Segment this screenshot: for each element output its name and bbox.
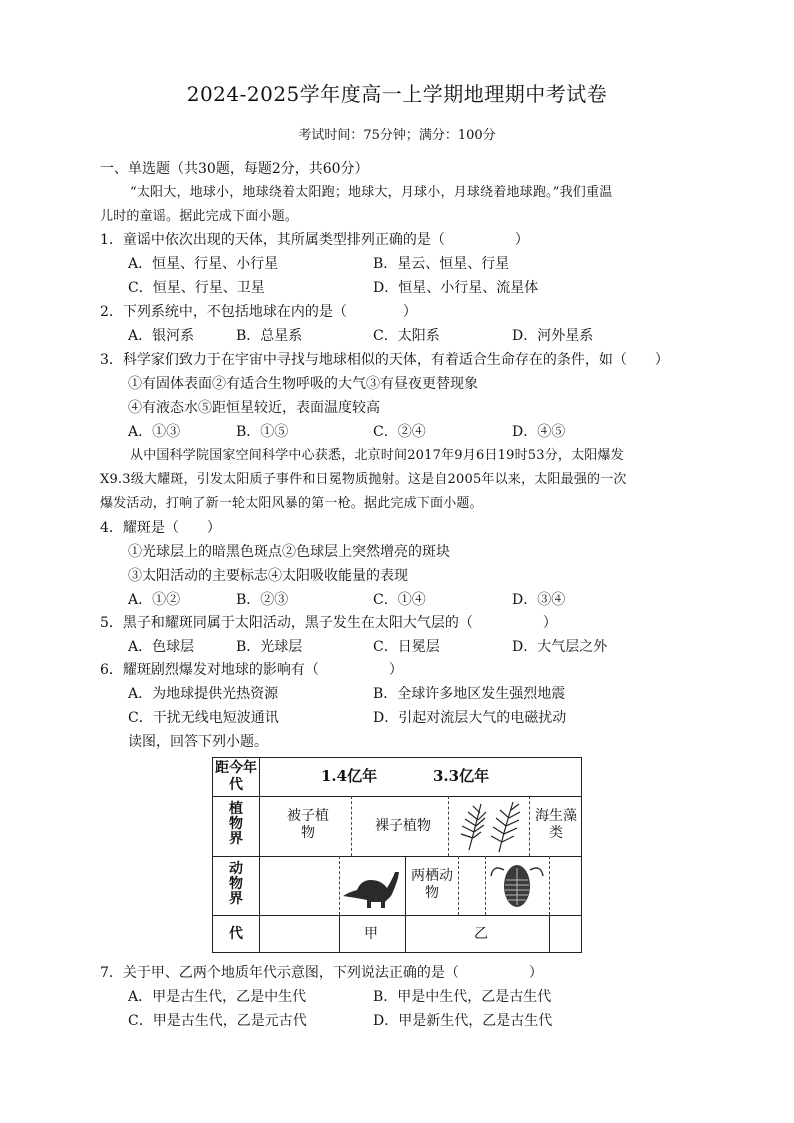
q1-option-a[interactable]: A．恒星、行星、小行星 <box>128 256 279 272</box>
q2-option-a[interactable]: A．银河系 <box>128 328 195 344</box>
question-2-stem: 2．下列系统中，不包括地球在内的是（ ） <box>100 304 417 320</box>
q2-option-d[interactable]: D．河外星系 <box>512 328 594 344</box>
q5-option-a[interactable]: A．色球层 <box>128 639 195 655</box>
q7-option-b[interactable]: B．甲是中生代，乙是古生代 <box>373 989 552 1005</box>
q3-statement-line-1: ①有固体表面②有适合生物呼吸的大气③有昼夜更替现象 <box>128 376 478 392</box>
q6-option-c[interactable]: C．干扰无线电短波通讯 <box>128 710 279 726</box>
q4-statement-line-2: ③太阳活动的主要标志④太阳吸收能量的表现 <box>128 568 408 584</box>
q7-option-a[interactable]: A．甲是古生代，乙是中生代 <box>128 989 307 1005</box>
q3-statement-line-2: ④有液态水⑤距恒星较近，表面温度较高 <box>128 400 380 416</box>
q6-option-b[interactable]: B．全球许多地区发生强烈地震 <box>373 686 566 702</box>
passage-2-line-3: 爆发活动，打响了新一轮太阳风暴的第一枪。据此完成下面小题。 <box>100 496 483 511</box>
q7-option-c[interactable]: C．甲是古生代，乙是元古代 <box>128 1013 307 1029</box>
time-1-4: 1.4亿年 <box>321 767 378 785</box>
q5-option-c[interactable]: C．日冕层 <box>373 639 440 655</box>
geologic-time-table <box>212 757 582 953</box>
q3-option-b[interactable]: B．①⑤ <box>236 424 289 440</box>
marine-algae-label: 海生藻类 <box>535 808 577 841</box>
section-heading: 一、单选题（共30题，每题2分，共60分） <box>100 161 369 177</box>
row-label-time: 距今年代 <box>215 760 257 793</box>
row-label-animal: 动物界 <box>229 861 243 907</box>
q1-option-b[interactable]: B．星云、恒星、行星 <box>373 256 510 272</box>
question-7-stem: 7．关于甲、乙两个地质年代示意图，下列说法正确的是（ ） <box>100 965 543 981</box>
q6-option-a[interactable]: A．为地球提供光热资源 <box>128 686 279 702</box>
fern-icon <box>451 798 527 854</box>
trilobite-icon <box>487 860 547 912</box>
q3-option-d[interactable]: D．④⑤ <box>512 424 566 440</box>
angiosperm-label: 被子植物 <box>287 808 329 841</box>
q6-option-d[interactable]: D．引起对流层大气的电磁扰动 <box>373 710 567 726</box>
passage-2-line-1: 从中国科学院国家空间科学中心获悉，北京时间2017年9月6日19时53分，太阳爆发 <box>130 448 624 463</box>
passage-1-line-1: “太阳大，地球小，地球绕着太阳跑；地球大，月球小，月球绕着地球跑。”我们重温 <box>130 185 613 200</box>
q3-option-c[interactable]: C．②④ <box>373 424 426 440</box>
q5-option-b[interactable]: B．光球层 <box>236 639 303 655</box>
q2-option-c[interactable]: C．太阳系 <box>373 328 440 344</box>
q7-option-d[interactable]: D．甲是新生代，乙是古生代 <box>373 1013 553 1029</box>
row-label-plant: 植物界 <box>229 801 243 847</box>
q4-option-c[interactable]: C．①④ <box>373 592 426 608</box>
era-jia: 甲 <box>364 926 378 942</box>
question-4-stem: 4．耀斑是（ ） <box>100 520 221 536</box>
q4-option-d[interactable]: D．③④ <box>512 592 566 608</box>
q1-option-c[interactable]: C．恒星、行星、卫星 <box>128 280 265 296</box>
question-5-stem: 5．黑子和耀斑同属于太阳活动，黑子发生在太阳大气层的（ ） <box>100 615 557 631</box>
q4-option-a[interactable]: A．①② <box>128 592 181 608</box>
q5-option-d[interactable]: D．大气层之外 <box>512 639 608 655</box>
figure-intro: 读图，回答下列小题。 <box>128 734 268 750</box>
era-yi: 乙 <box>474 926 488 942</box>
gymnosperm-label: 裸子植物 <box>375 818 431 834</box>
question-6-stem: 6．耀斑剧烈爆发对地球的影响有（ ） <box>100 662 403 678</box>
passage-1-line-2: 儿时的童谣。据此完成下面小题。 <box>100 209 299 224</box>
q4-statement-line-1: ①光球层上的暗黑色斑点②色球层上突然增亮的斑块 <box>128 544 450 560</box>
dinosaur-icon <box>341 866 403 910</box>
q2-option-b[interactable]: B．总星系 <box>236 328 303 344</box>
exam-info: 考试时间：75分钟；满分：100分 <box>298 128 496 143</box>
passage-2-line-2: X9.3级大耀斑，引发太阳质子事件和日冕物质抛射。这是自2005年以来，太阳最强的一次 <box>100 472 627 487</box>
q3-option-a[interactable]: A．①③ <box>128 424 181 440</box>
q4-option-b[interactable]: B．②③ <box>236 592 289 608</box>
amphibian-label: 两栖动物 <box>411 868 453 901</box>
q1-option-d[interactable]: D．恒星、小行星、流星体 <box>373 280 539 296</box>
time-3-3: 3.3亿年 <box>433 767 490 785</box>
page-title: 2024-2025学年度高一上学期地理期中考试卷 <box>186 82 608 106</box>
question-3-stem: 3．科学家们致力于在宇宙中寻找与地球相似的天体，有着适合生命存在的条件，如（ ） <box>100 352 669 368</box>
question-1-stem: 1．童谣中依次出现的天体，其所属类型排列正确的是（ ） <box>100 232 529 248</box>
row-label-era: 代 <box>229 926 243 942</box>
